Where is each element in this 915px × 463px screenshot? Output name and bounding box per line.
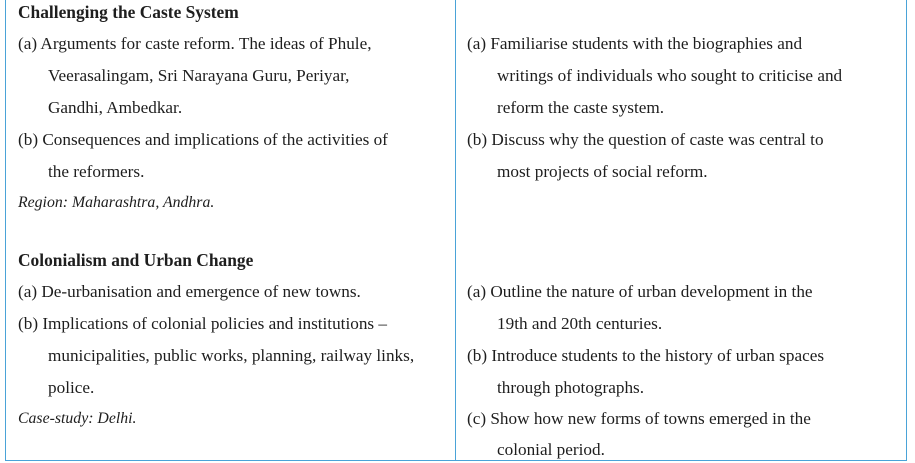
caste-objective-b-line2: most projects of social reform. xyxy=(497,162,708,181)
urban-objective-a-line2: 19th and 20th centuries. xyxy=(497,314,663,333)
urban-objective-b-line1: (b) Introduce students to the history of urban spaces xyxy=(467,346,825,365)
urban-objective-c-line1: (c) Show how new forms of towns emerged in the xyxy=(467,409,811,428)
urban-objective-a-line1: (a) Outline the nature of urban development in the xyxy=(467,282,813,301)
caste-objective-a-line1: (a) Familiarise students with the biographies and xyxy=(467,34,803,53)
urban-objective-b-line2: through photographs. xyxy=(497,378,645,397)
urban-item-b-line1: (b) Implications of colonial policies and institutions – xyxy=(18,314,387,333)
urban-item-b-line3: police. xyxy=(48,378,95,397)
caste-objective-b-line1: (b) Discuss why the question of caste was central to xyxy=(467,130,824,149)
caste-item-a-line3: Gandhi, Ambedkar. xyxy=(48,98,183,117)
urban-case-study-note: Case-study: Delhi. xyxy=(18,410,137,427)
caste-item-a-line2: Veerasalingam, Sri Narayana Guru, Periyar, xyxy=(48,66,350,85)
urban-item-a-line1: (a) De-urbanisation and emergence of new towns. xyxy=(18,282,361,301)
urban-objective-c-line2: colonial period. xyxy=(497,440,605,459)
caste-region-note: Region: Maharashtra, Andhra. xyxy=(18,194,215,211)
caste-item-b-line1: (b) Consequences and implications of the activities of xyxy=(18,130,388,149)
caste-item-a-line1: (a) Arguments for caste reform. The ideas of Phule, xyxy=(18,34,372,53)
section-title-urban: Colonialism and Urban Change xyxy=(18,250,254,270)
caste-objective-a-line2: writings of individuals who sought to criticise and xyxy=(497,66,843,85)
section-title-caste: Challenging the Caste System xyxy=(18,2,239,22)
column-divider xyxy=(455,0,456,461)
caste-item-b-line2: the reformers. xyxy=(48,162,145,181)
caste-objective-a-line3: reform the caste system. xyxy=(497,98,665,117)
urban-item-b-line2: municipalities, public works, planning, railway links, xyxy=(48,346,415,365)
